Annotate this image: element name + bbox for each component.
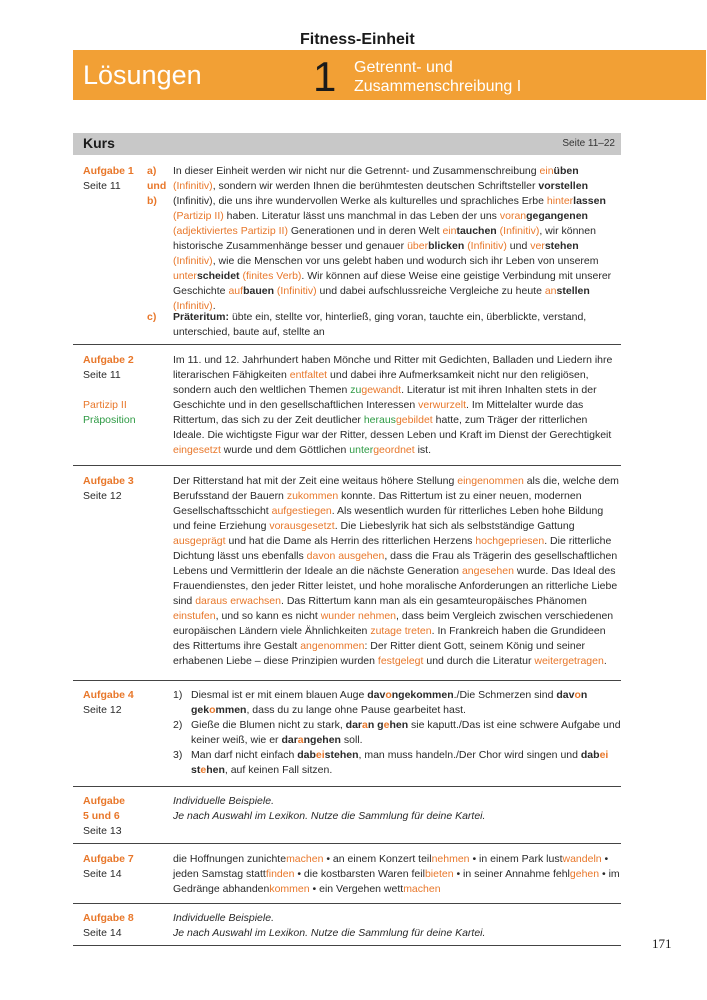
list-item: 2) Gieße die Blumen nicht zu stark, daran gehen sie kaputt./Das ist eine schwere Aufgabe und keiner weiß, wie er darangehen soll. <box>173 719 621 746</box>
aufgabe-3-text: Der Ritterstand hat mit der Zeit eine weitaus höhere Stellung eingenommen als die, welche dem Berufsstand der Bauern zukommen konnte. Das Rittertum ist zu einer neuen, modernen Gesellschaftsschicht aufgestiegen. Als wesentlich wurden für ritterliches Leben hohe Bildung und feine Erziehung vorausgesetzt. Die Liebeslyrik hat sich als selbstständige Gattung ausgeprägt und hat die Dame als Herrin des ritterlichen Herzens hochgepriesen. Die ritterliche Dichtung lässt uns ebenfalls davon ausgehen, dass die Frau als Trägerin des gesellschaftlichen Lebens und Vermittlerin der Ideale an die nächste Generation angesehen wurde. Das Ideal des Frauendienstes, den jeder Ritter leistet, und hohe moralische Anforderungen an ritterliche Liebe sind daraus erwachsen. Das Rittertum kann man als ein gesamteuropäisches Phänomen einstufen, und so kann es nicht wunder nehmen, dass beim Vergleich zwischen verschiedenen europäischen Ländern viele Ähnlichkeiten zutage treten. In Frankreich haben die Grundideen des Rittertums ihre Gestalt angenommen: Der Ritter dient Gott, seinem König und seiner erhabenen Liebe – diese Prinzipien wurden festgelegt und durch die Literatur weitergetragen. <box>173 475 619 667</box>
divider <box>73 680 621 681</box>
page-number: 171 <box>652 936 672 951</box>
divider <box>73 945 621 946</box>
aufgabe-4-label: Aufgabe 4 Seite 12 <box>83 689 134 716</box>
aufgabe-1-text: In dieser Einheit werden wir nicht nur die Getrennt- und Zusammenschreibung einüben (Infinitiv), sondern wir werden Ihnen die berühmtesten deutschen Schriftsteller vorstellen (Infinitiv), die uns ihre wundervollen Werke als kulturelles und sprachliches Erbe hinterlassen (Partizip II) haben. Literatur lässt uns manchmal in das Leben der uns vorangegangenen (adjektiviertes Partizip II) Generationen und in deren Welt eintauchen (Infinitiv), wir können historische Zusammenhänge besser und genauer überblicken (Infinitiv) und verstehen (Infinitiv), wie die Menschen vor uns gelebt haben und wodurch sich ihr Leben von unserem unterscheidet (finites Verb). Wir können auf diese Weise eine geistige Verbindung mit unserer Geschichte aufbauen (Infinitiv) und dabei aufschlussreiche Vergleiche zu heute anstellen (Infinitiv). <box>173 165 612 312</box>
aufgabe-2-text: Im 11. und 12. Jahrhundert haben Mönche und Ritter mit Gedichten, Balladen und Liedern ihre literarischen Fähigkeiten entfaltet und dabei ihre Aufmerksamkeit nicht nur den religiösen, sondern auch den weltlichen Themen zugewandt. Literatur ist mit ihren Inhalten stets in der Geschichte und in den gesellschaftlichen Interessen verwurzelt. Im Mittelalter wurde das Rittertum, das sich zu der Zeit deutlicher herausgebildet hatte, zum Träger der ritterlichen Ideale. Die wichtigste Figur war der Ritter, dessen Leben und Kraft im Dienst der Gerechtigkeit eingesetzt wurde und dem Göttlichen untergeordnet ist. <box>173 354 613 456</box>
list-item: 3) Man darf nicht einfach dabeistehen, man muss handeln./Der Chor wird singen und dabei stehen, auf keinen Fall sitzen. <box>173 749 609 776</box>
kurs-bar <box>73 133 621 155</box>
kurs-pages: Seite 11–22 <box>562 138 615 149</box>
aufgabe-4-list <box>173 688 621 778</box>
unit-number: 1 <box>313 53 337 100</box>
unit-banner <box>73 50 706 100</box>
divider <box>73 344 621 345</box>
unit-title-line2: Zusammenschreibung I <box>354 78 522 95</box>
kurs-label: Kurs <box>83 135 115 151</box>
divider <box>73 843 621 844</box>
aufgabe-1-sub-ab: a) und b) <box>147 165 167 207</box>
aufgabe-2-label: Aufgabe 2 Seite 11 Partizip II Präposition <box>83 353 153 428</box>
aufgabe-1-c-text: Präteritum: übte ein, stellte vor, hinterließ, ging voran, tauchte ein, überblickte, verstand, unterschied, baute auf, stellte an <box>173 311 587 338</box>
fitness-title: Fitness-Einheit <box>300 31 415 48</box>
unit-title <box>354 58 521 96</box>
aufgabe-5-6-label: Aufgabe 5 und 6 Seite 13 <box>83 795 125 837</box>
legend-partizip: Partizip II <box>83 399 127 411</box>
legend-praeposition: Präposition <box>83 414 136 426</box>
aufgabe-8-label: Aufgabe 8 Seite 14 <box>83 912 134 939</box>
aufgabe-7-text: die Hoffnungen zunichtemachen • an einem Konzert teilnehmen • in einem Park lustwandeln • jeden Samstag stattfinden • die kostbarsten Waren feilbieten • in seiner Annahme fehlgehen • im Gedränge abhandenkommen • ein Vergehen wettmachen <box>173 853 620 895</box>
aufgabe-3-label: Aufgabe 3 Seite 12 <box>83 475 134 502</box>
list-item: 1) Diesmal ist er mit einem blauen Auge davongekommen./Die Schmerzen sind davon gekommen, dass du zu lange ohne Pause gearbeitet hast. <box>173 689 588 716</box>
divider <box>73 465 621 466</box>
banner-title: Lösungen <box>83 60 202 90</box>
aufgabe-1-label: Aufgabe 1 Seite 11 <box>83 165 134 192</box>
aufgabe-8-text: Individuelle Beispiele. Je nach Auswahl im Lexikon. Nutze die Sammlung für deine Kartei. <box>173 912 486 939</box>
unit-title-line1: Getrennt- und <box>354 59 453 76</box>
aufgabe-5-6-text: Individuelle Beispiele. Je nach Auswahl im Lexikon. Nutze die Sammlung für deine Kartei. <box>173 795 486 822</box>
divider <box>73 786 621 787</box>
aufgabe-7-label: Aufgabe 7 Seite 14 <box>83 853 134 880</box>
aufgabe-1-sub-c: c) <box>147 311 157 323</box>
divider <box>73 903 621 904</box>
